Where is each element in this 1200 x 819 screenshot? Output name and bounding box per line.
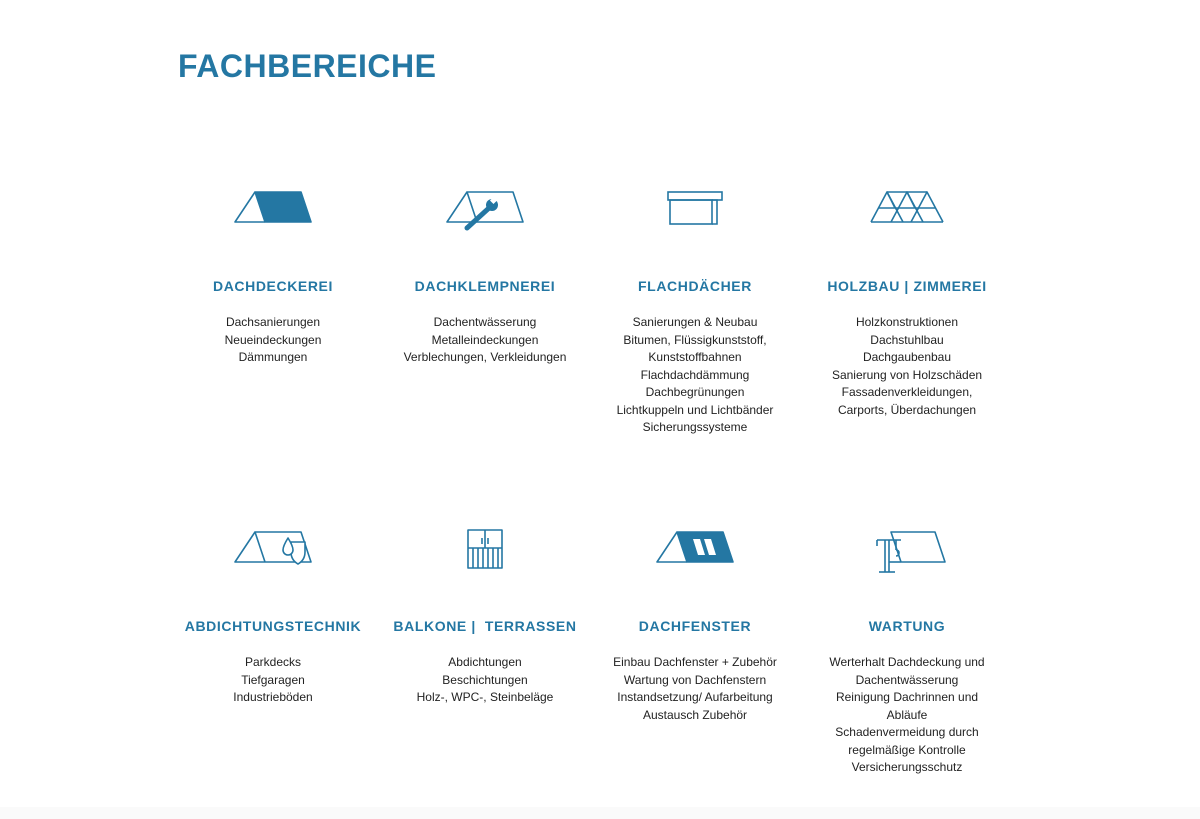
card-item-list — [580, 314, 810, 437]
card-title: FLACHDÄCHER — [638, 278, 752, 294]
timber-frame-icon — [867, 188, 947, 238]
list-item: Dachentwässerung — [433, 315, 537, 329]
list-item: regelmäßige Kontrolle — [848, 742, 966, 757]
list-item: Schadenvermeidung durch — [835, 725, 979, 739]
list-item: Beschichtungen — [442, 672, 528, 687]
list-item: Metalleindeckungen — [431, 332, 539, 347]
list-item: Dachstuhlbau — [870, 332, 944, 347]
card-item-list — [370, 314, 600, 367]
list-item: Neueindeckungen — [224, 332, 322, 347]
list-item: Einbau Dachfenster + Zubehör — [613, 655, 777, 669]
list-item: Parkdecks — [244, 655, 302, 669]
card-title: BALKONE | TERRASSEN — [393, 618, 577, 634]
card-title: WARTUNG — [868, 618, 946, 634]
list-item: Reinigung Dachrinnen und — [835, 690, 979, 704]
list-item: Sanierung von Holzschäden — [831, 367, 983, 382]
list-item: Instandsetzung/ Aufarbeitung — [617, 690, 773, 704]
list-item: Bitumen, Flüssigkunststoff, — [623, 332, 767, 347]
card-title: ABDICHTUNGSTECHNIK — [184, 618, 362, 634]
roof-wrench-icon — [445, 188, 525, 238]
list-item: Dachentwässerung — [855, 672, 959, 687]
list-item: Sanierungen & Neubau — [632, 315, 758, 329]
flat-roof-icon — [655, 188, 735, 238]
card-item-list — [158, 654, 388, 707]
list-item: Carports, Überdachungen — [837, 402, 977, 417]
list-item: Dachgaubenbau — [862, 350, 952, 364]
footer-strip — [0, 807, 1200, 819]
card-title: DACHFENSTER — [638, 618, 752, 634]
card-item-list — [792, 654, 1022, 777]
card-title: HOLZBAU | ZIMMEREI — [827, 278, 987, 294]
list-item: Austausch Zubehör — [642, 707, 748, 722]
list-item: Holzkonstruktionen — [855, 315, 959, 329]
list-item: Verblechungen, Verkleidungen — [403, 350, 567, 364]
list-item: Fassadenverkleidungen, — [841, 385, 973, 399]
card-title: DACHDECKEREI — [213, 278, 333, 294]
card-item-list — [370, 654, 600, 707]
list-item: Sicherungssysteme — [642, 420, 748, 434]
list-item: Werterhalt Dachdeckung und — [829, 655, 985, 669]
card-title: DACHKLEMPNEREI — [414, 278, 556, 294]
list-item: Wartung von Dachfenstern — [623, 672, 767, 687]
list-item: Dachbegrünungen — [645, 385, 745, 399]
list-item: Lichtkuppeln und Lichtbänder — [616, 402, 774, 417]
roof-crane-icon — [867, 528, 947, 578]
list-item: Abdichtungen — [448, 655, 522, 669]
list-item: Industrieböden — [233, 690, 313, 704]
card-item-list — [580, 654, 810, 724]
list-item: Tiefgaragen — [241, 672, 305, 687]
roof-waterproofing-icon — [233, 528, 313, 578]
list-item: Dachsanierungen — [225, 315, 321, 329]
list-item: Holz-, WPC-, Steinbeläge — [416, 690, 554, 704]
list-item: Versicherungsschutz — [851, 760, 963, 774]
roof-tiling-icon — [233, 188, 313, 238]
list-item: Flachdachdämmung — [640, 367, 750, 382]
balcony-icon — [445, 528, 525, 578]
list-item: Abläufe — [886, 707, 928, 722]
list-item: Dämmungen — [238, 350, 308, 364]
card-item-list — [792, 314, 1022, 419]
card-item-list — [158, 314, 388, 367]
list-item: Kunststoffbahnen — [648, 350, 742, 364]
page-title: FACHBEREICHE — [178, 48, 437, 84]
roof-window-icon — [655, 528, 735, 578]
